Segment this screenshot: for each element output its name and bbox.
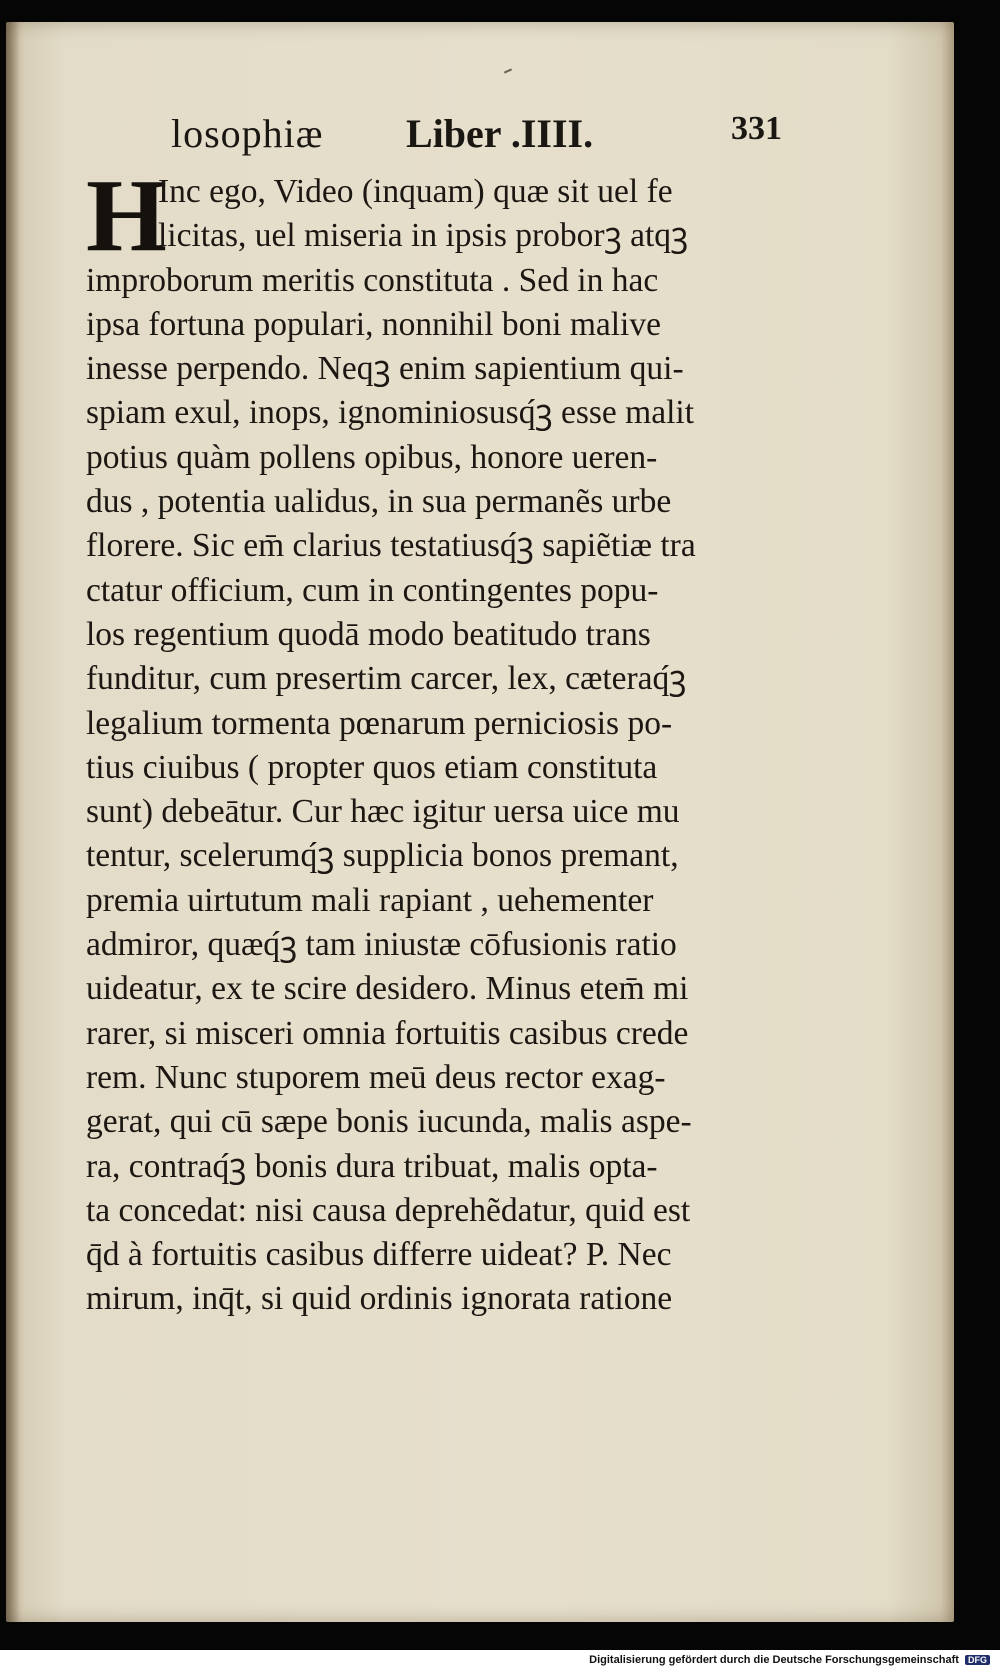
page-number: 331 [731, 110, 782, 147]
text-line: improborum meritis constituta . Sed in hac [86, 261, 659, 299]
text-line: funditur, cum presertim carcer, lex, cæteraq́ꝫ [86, 660, 687, 698]
text-line: rarer, si misceri omnia fortuitis casibus crede [86, 1014, 689, 1052]
text-line: legalium tormenta pœnarum perniciosis po- [86, 704, 673, 742]
text-line: Inc ego, Video (inquam) quæ sit uel fe [158, 173, 673, 210]
text-line: rem. Nunc stuporem meū deus rector exag- [86, 1058, 666, 1096]
running-head-book: Liber .IIII. [406, 111, 594, 156]
text-line: potius quàm pollens opibus, honore ueren- [86, 438, 658, 476]
text-line: q̄d à fortuitis casibus differre uideat? P. Nec [86, 1236, 672, 1274]
spine-shadow [6, 22, 20, 1622]
text-line: tentur, scelerumq́ꝫ supplicia bonos premant, [86, 837, 679, 875]
running-head-title: losophiæ [171, 111, 324, 156]
text-line: ctatur officium, cum in contingentes popu- [86, 571, 659, 609]
text-line: ra, contraq́ꝫ bonis dura tribuat, malis opta- [86, 1147, 658, 1185]
text-line: premia uirtutum mali rapiant , uehementer [86, 881, 654, 919]
text-line: spiam exul, inops, ignominiosusq́ꝫ esse malit [86, 394, 694, 432]
text-line: mirum, inq̄t, si quid ordinis ignorata ratione [86, 1280, 673, 1318]
text-line: inesse perpendo. Neqꝫ enim sapientium qui- [86, 350, 684, 388]
text-line: los regentium quodā modo beatitudo trans [86, 615, 651, 653]
text-line: sunt) debeātur. Cur hæc igitur uersa uice mu [86, 793, 680, 831]
text-line: tius ciuibus ( propter quos etiam constituta [86, 748, 658, 786]
text-line: admiror, quæq́ꝫ tam iniustæ cōfusionis ratio [86, 926, 677, 964]
body-text [86, 158, 781, 1322]
text-line: florere. Sic em̄ clarius testatiusq́ꝫ sapiẽtiæ tra [86, 527, 696, 565]
text-line: ta concedat: nisi causa deprehẽdatur, quid est [86, 1191, 691, 1229]
text-line: licitas, uel miseria in ipsis proborꝫ atqꝫ [158, 217, 689, 255]
text-line: gerat, qui cū sæpe bonis iucunda, malis aspe- [86, 1103, 692, 1141]
text-line: ipsa fortuna populari, nonnihil boni malive [86, 305, 661, 343]
credit-text: Digitalisierung gefördert durch die Deutsche Forschungsgemeinschaft [589, 1654, 959, 1666]
ink-mark [504, 68, 512, 73]
dfg-logo: DFG [965, 1655, 990, 1665]
drop-cap-initial: H [86, 158, 167, 273]
running-head [171, 110, 782, 160]
text-line: dus , potentia ualidus, in sua permanẽs urbe [86, 483, 672, 521]
digitization-credit [589, 1654, 990, 1666]
text-line: uideatur, ex te scire desidero. Minus etem̄ mi [86, 970, 689, 1008]
book-page [6, 22, 954, 1622]
